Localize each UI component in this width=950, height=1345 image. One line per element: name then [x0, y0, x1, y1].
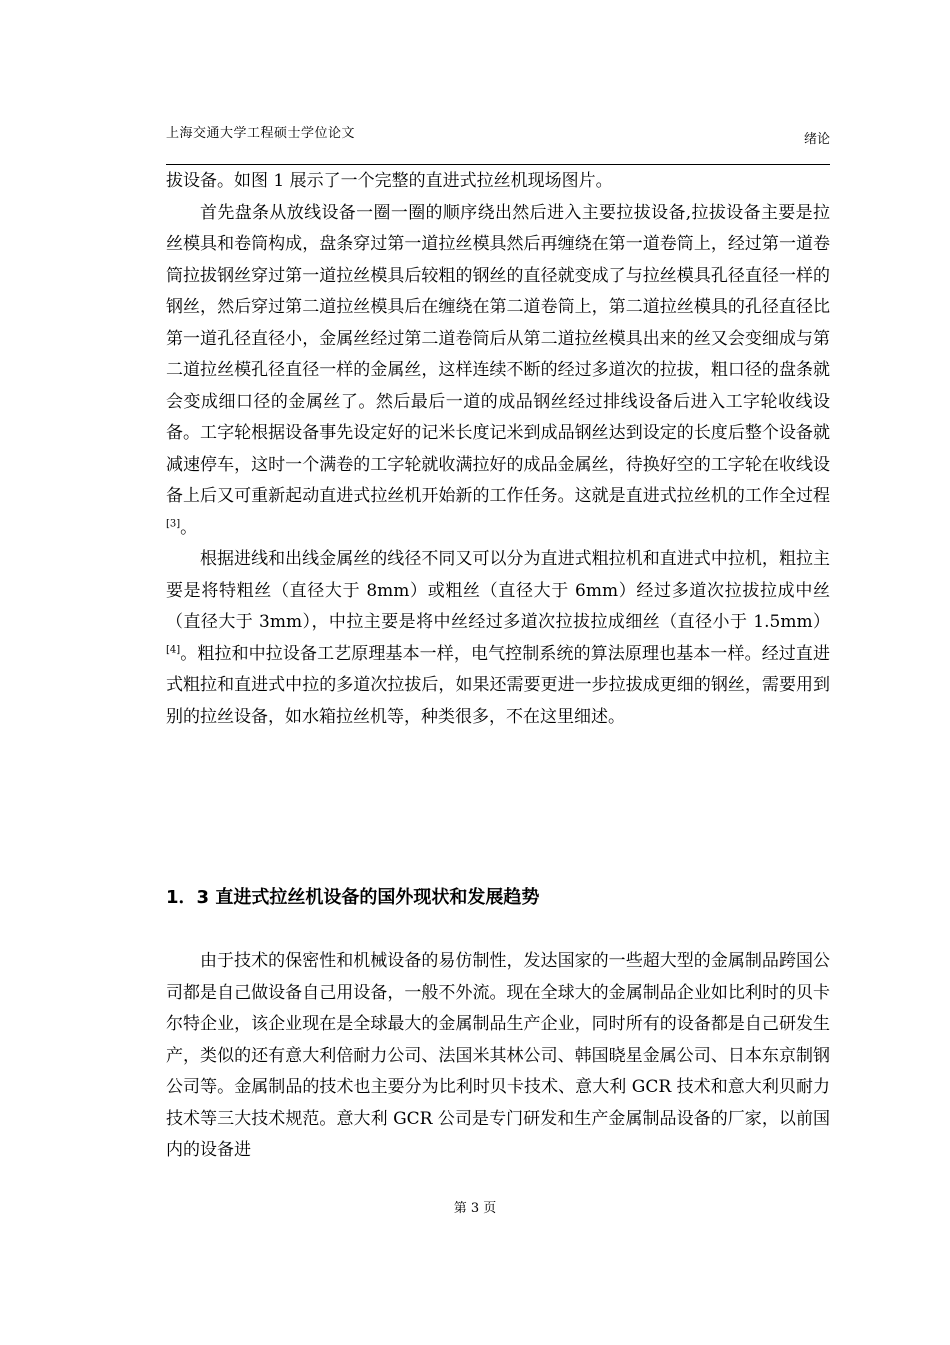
- page-header: [166, 122, 830, 166]
- paragraph-3: [166, 544, 830, 733]
- paragraph-3-end: 。粗拉和中拉设备工艺原理基本一样，电气控制系统的算法原理也基本一样。经过直进式粗拉和直进式中拉的多道次拉拔后，如果还需要更进一步拉拔成更细的钢丝，需要用到别的拉丝设备，如水箱拉丝机等，种类很多，不在这里细述。: [166, 643, 830, 727]
- header-rule: [166, 164, 830, 165]
- paragraph-2-end: 。: [180, 517, 198, 538]
- paragraph-3-text: 根据进线和出线金属丝的线径不同又可以分为直进式粗拉机和直进式中拉机，粗拉主要是将特粗丝（直径大于 8mm）或粗丝（直径大于 6mm）经过多道次拉拔拉成中丝（直径大于 3mm），中拉主要是将中丝经过多道次拉拔拉成细丝（直径小于 1.5mm）: [166, 549, 830, 632]
- header-thesis-title: 上海交通大学工程硕士学位论文: [166, 126, 356, 141]
- paragraph-2-text: 首先盘条从放线设备一圈一圈的顺序绕出然后进入主要拉拔设备,拉拔设备主要是拉丝模具和卷筒构成，盘条穿过第一道拉丝模具然后再缠绕在第一道卷筒上，经过第一道卷筒拉拔钢丝穿过第一道拉丝模具后较粗的钢丝的直径就变成了与拉丝模具孔径直径一样的钢丝，然后穿过第二道拉丝模具后在缠绕在第二道卷筒上，第二道拉丝模具的孔径直径比第一道孔径直径小，金属丝经过第二道卷筒后从第二道拉丝模具出来的丝又会变细成与第二道拉丝模孔径直径一样的金属丝，这样连续不断的经过多道次的拉拔，粗口径的盘条就会变成细口径的金属丝了。然后最后一道的成品钢丝经过排线设备后进入工字轮收线设备。工字轮根据设备事先设定好的记米长度记米到成品钢丝达到设定的长度后整个设备就减速停车，这时一个满卷的工字轮就收满拉好的成品金属丝，待换好空的工字轮在收线设备上后又可重新起动直进式拉丝机开始新的工作任务。这就是直进式拉丝机的工作全过程: [166, 202, 830, 506]
- paragraph-1: [166, 166, 830, 198]
- paragraph-1-text: 拔设备。如图 1 展示了一个完整的直进式拉丝机现场图片。: [166, 171, 613, 191]
- body-text: [166, 166, 830, 733]
- header-chapter-title: 绪论: [803, 132, 830, 147]
- section-heading: 1．3 直进式拉丝机设备的国外现状和发展趋势: [166, 887, 540, 908]
- paragraph-2: [166, 198, 830, 545]
- section-paragraph: 由于技术的保密性和机械设备的易仿制性，发达国家的一些超大型的金属制品跨国公司都是自己做设备自己用设备，一般不外流。现在全球大的金属制品企业如比利时的贝卡尔特企业，该企业现在是全球最大的金属制品生产企业，同时所有的设备都是自己研发生产，类似的还有意大利倍耐力公司、法国米其林公司、韩国晓星金属公司、日本东京制钢公司等。金属制品的技术也主要分为比利时贝卡技术、意大利 GCR 技术和意大利贝耐力技术等三大技术规范。意大利 GCR 公司是专门研发和生产金属制品设备的厂家，以前国内的设备进: [166, 951, 830, 1160]
- citation-4: [4]: [166, 643, 181, 655]
- citation-3: [3]: [166, 517, 181, 529]
- section-body-text: [166, 946, 830, 1167]
- page-number: 第 3 页: [453, 1201, 497, 1216]
